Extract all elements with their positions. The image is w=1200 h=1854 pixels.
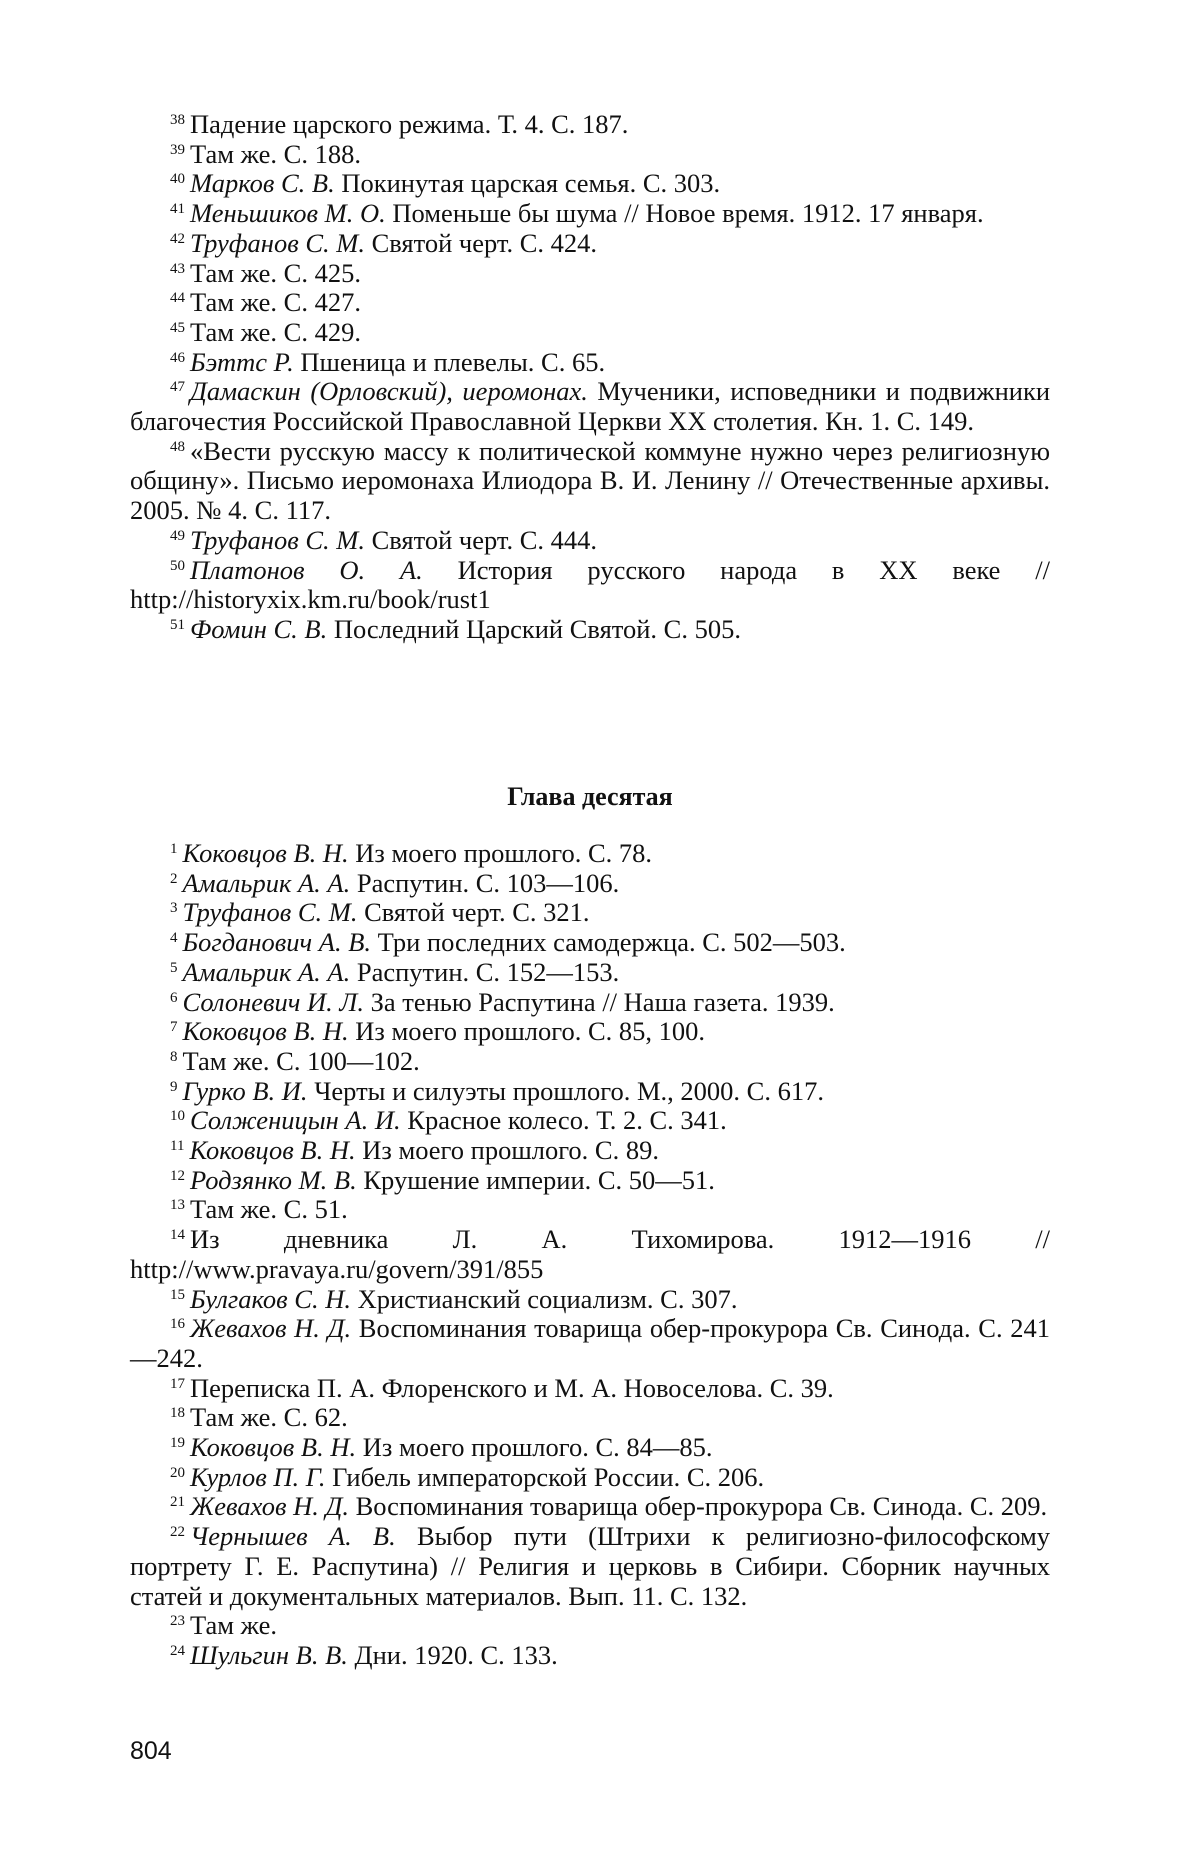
footnote-text: Воспоминания товарища обер-прокурора Св. Синода. С. 209. [356,1491,1048,1521]
footnote [130,615,1050,645]
footnote [130,1492,1050,1522]
footnote-number: 2 [170,871,178,887]
footnote-author: Труфанов С. М. [190,525,365,555]
footnote [130,229,1050,259]
footnote [130,1314,1050,1373]
notes-chapter-ten [130,839,1050,1671]
footnote-author: Коковцов В. Н. [183,838,349,868]
footnote-author: Солоневич И. Л. [183,987,364,1017]
footnote [130,526,1050,556]
footnote [130,1463,1050,1493]
footnote-number: 19 [170,1435,185,1451]
footnote-text: «Вести русскую массу к политической коммуне нужно через религиозную общину». Письмо иеромонаха Илиодора В. И. Ленину // Отечественные архивы. 2005. № 4. С. 117. [130,436,1050,525]
footnote-author: Солженицын А. И. [190,1105,401,1135]
footnote-author: Марков С. В. [190,168,335,198]
footnote-text: Там же. С. 51. [190,1194,348,1224]
footnote-number: 8 [170,1049,178,1065]
footnote [130,110,1050,140]
footnote-number: 16 [170,1316,185,1332]
footnote-author: Дамаскин (Орловский), иеромонах. [190,376,588,406]
footnote-number: 3 [170,900,178,916]
footnote-author: Амальрик А. А. [183,957,351,987]
footnote-author: Гурко В. И. [183,1076,308,1106]
footnote-text: Из моего прошлого. С. 84—85. [363,1432,713,1462]
footnote [130,1166,1050,1196]
footnote [130,958,1050,988]
footnote-text: Пшеница и плевелы. С. 65. [300,347,605,377]
footnote-number: 24 [170,1643,185,1659]
footnote-text: Распутин. С. 103—106. [357,868,619,898]
footnote [130,1106,1050,1136]
footnote-number: 13 [170,1197,185,1213]
footnote-author: Булгаков С. Н. [190,1284,351,1314]
footnote [130,1225,1050,1284]
footnote-number: 50 [170,558,185,574]
footnote-number: 10 [170,1108,185,1124]
footnote-text: Поменьше бы шума // Новое время. 1912. 17 января. [392,198,983,228]
footnote-author: Коковцов В. Н. [183,1016,349,1046]
footnote-number: 46 [170,350,185,366]
footnote-text: Там же. С. 427. [190,287,361,317]
footnote-author: Меньшиков М. О. [190,198,386,228]
footnote-text: Крушение империи. С. 50—51. [363,1165,715,1195]
footnote [130,318,1050,348]
footnote-author: Родзянко М. В. [190,1165,357,1195]
footnote-text: Христианский социализм. С. 307. [358,1284,738,1314]
footnote [130,928,1050,958]
footnote [130,988,1050,1018]
footnote [130,348,1050,378]
footnote [130,1136,1050,1166]
footnote-text: Святой черт. С. 444. [372,525,597,555]
footnote-author: Амальрик А. А. [183,868,351,898]
footnote [130,1403,1050,1433]
footnote-text: Переписка П. А. Флоренского и М. А. Новоселова. С. 39. [190,1373,834,1403]
footnote [130,1374,1050,1404]
footnote-number: 5 [170,960,178,976]
footnote-number: 45 [170,320,185,336]
footnote-author: Чернышев А. В. [190,1521,396,1551]
footnote-number: 14 [170,1227,185,1243]
footnote-number: 6 [170,990,178,1006]
footnote-author: Жевахов Н. Д. [190,1491,349,1521]
footnote-number: 42 [170,231,185,247]
footnote-number: 12 [170,1168,185,1184]
footnote-text: Выбор пути (Штрихи к религиозно-философскому портрету Г. Е. Распутина) // Религия и церковь в Сибири. Сборник научных статей и документальных материалов. Вып. 11. С. 132. [130,1521,1050,1610]
footnote-text: За тенью Распутина // Наша газета. 1939. [371,987,835,1017]
footnote-number: 15 [170,1287,185,1303]
footnote-author: Коковцов В. Н. [189,1135,355,1165]
footnote-text: Там же. С. 100—102. [183,1046,420,1076]
footnote-text: Гибель императорской России. С. 206. [332,1462,764,1492]
footnote-text: Красное колесо. Т. 2. С. 341. [407,1105,727,1135]
footnote [130,869,1050,899]
footnote-number: 38 [170,112,185,128]
footnote-number: 17 [170,1376,185,1392]
footnote-text: Из моего прошлого. С. 78. [355,838,652,868]
footnote-number: 18 [170,1405,185,1421]
footnote-author: Труфанов С. М. [183,897,358,927]
footnote-number: 23 [170,1613,185,1629]
footnote-text: Падение царского режима. Т. 4. С. 187. [190,109,628,139]
footnote-text: Там же. С. 62. [190,1402,348,1432]
footnote-text: Там же. С. 188. [190,139,361,169]
footnote [130,1077,1050,1107]
footnote-text: Распутин. С. 152—153. [357,957,619,987]
footnote [130,259,1050,289]
footnote-text: Дни. 1920. С. 133. [355,1640,558,1670]
footnote [130,1522,1050,1611]
footnote-number: 4 [170,930,178,946]
footnote-text: Последний Царский Святой. С. 505. [334,614,741,644]
footnote-number: 41 [170,201,185,217]
footnote-author: Жевахов Н. Д. [190,1313,351,1343]
footnote-author: Шульгин В. В. [190,1640,348,1670]
footnote-number: 44 [170,290,185,306]
footnote-author: Курлов П. Г. [190,1462,325,1492]
footnote-text: Там же. С. 425. [190,258,361,288]
footnote [130,199,1050,229]
footnote [130,839,1050,869]
footnote [130,1195,1050,1225]
footnote-text: Покинутая царская семья. С. 303. [341,168,720,198]
footnote-author: Фомин С. В. [190,614,327,644]
footnote-number: 20 [170,1465,185,1481]
footnote-number: 21 [170,1494,185,1510]
footnote-author: Коковцов В. Н. [190,1432,356,1462]
footnote-number: 47 [170,379,185,395]
footnote-author: Платонов О. А. [190,555,423,585]
book-page [0,0,1200,1854]
footnote-number: 49 [170,528,185,544]
footnote-number: 1 [170,841,178,857]
chapter-title: Глава десятая [130,782,1050,812]
footnote [130,1047,1050,1077]
footnote-number: 51 [170,617,185,633]
footnote [130,1017,1050,1047]
footnote-number: 43 [170,261,185,277]
footnote-number: 48 [170,439,185,455]
footnote-number: 39 [170,142,185,158]
page-number: 804 [130,1736,172,1766]
footnote [130,140,1050,170]
footnote-author: Богданович А. В. [183,927,372,957]
footnote-text: Там же. [190,1610,277,1640]
footnote-number: 7 [170,1019,178,1035]
footnote [130,377,1050,436]
footnote-text: Мученики, исповедники и подвижники благочестия Российской Православной Церкви XX столетия. Кн. 1. С. 149. [130,376,1050,436]
footnote-number: 40 [170,171,185,187]
footnote-number: 22 [170,1524,185,1540]
footnote [130,1611,1050,1641]
footnote [130,437,1050,526]
footnote [130,288,1050,318]
footnote-text: Святой черт. С. 321. [364,897,589,927]
footnote-text: История русского народа в XX веке // http://historyxix.km.ru/book/rust1 [130,555,1050,615]
footnote [130,1285,1050,1315]
footnote-number: 11 [170,1138,184,1154]
footnote [130,1641,1050,1671]
footnote-text: Из моего прошлого. С. 89. [362,1135,659,1165]
footnote-author: Труфанов С. М. [190,228,365,258]
footnote [130,169,1050,199]
footnote-text: Три последних самодержца. С. 502—503. [378,927,846,957]
footnote [130,898,1050,928]
footnote [130,1433,1050,1463]
footnote-author: Бэттс Р. [190,347,294,377]
footnote [130,556,1050,615]
notes-previous-chapter [130,110,1050,645]
footnote-text: Воспоминания товарища обер-прокурора Св. Синода. С. 241—242. [130,1313,1050,1373]
footnote-text: Там же. С. 429. [190,317,361,347]
footnote-text: Святой черт. С. 424. [372,228,597,258]
footnote-text: Из дневника Л. А. Тихомирова. 1912—1916 // http://www.pravaya.ru/govern/391/855 [130,1224,1050,1284]
footnote-text: Черты и силуэты прошлого. М., 2000. С. 617. [314,1076,824,1106]
footnote-text: Из моего прошлого. С. 85, 100. [355,1016,705,1046]
footnote-number: 9 [170,1079,178,1095]
